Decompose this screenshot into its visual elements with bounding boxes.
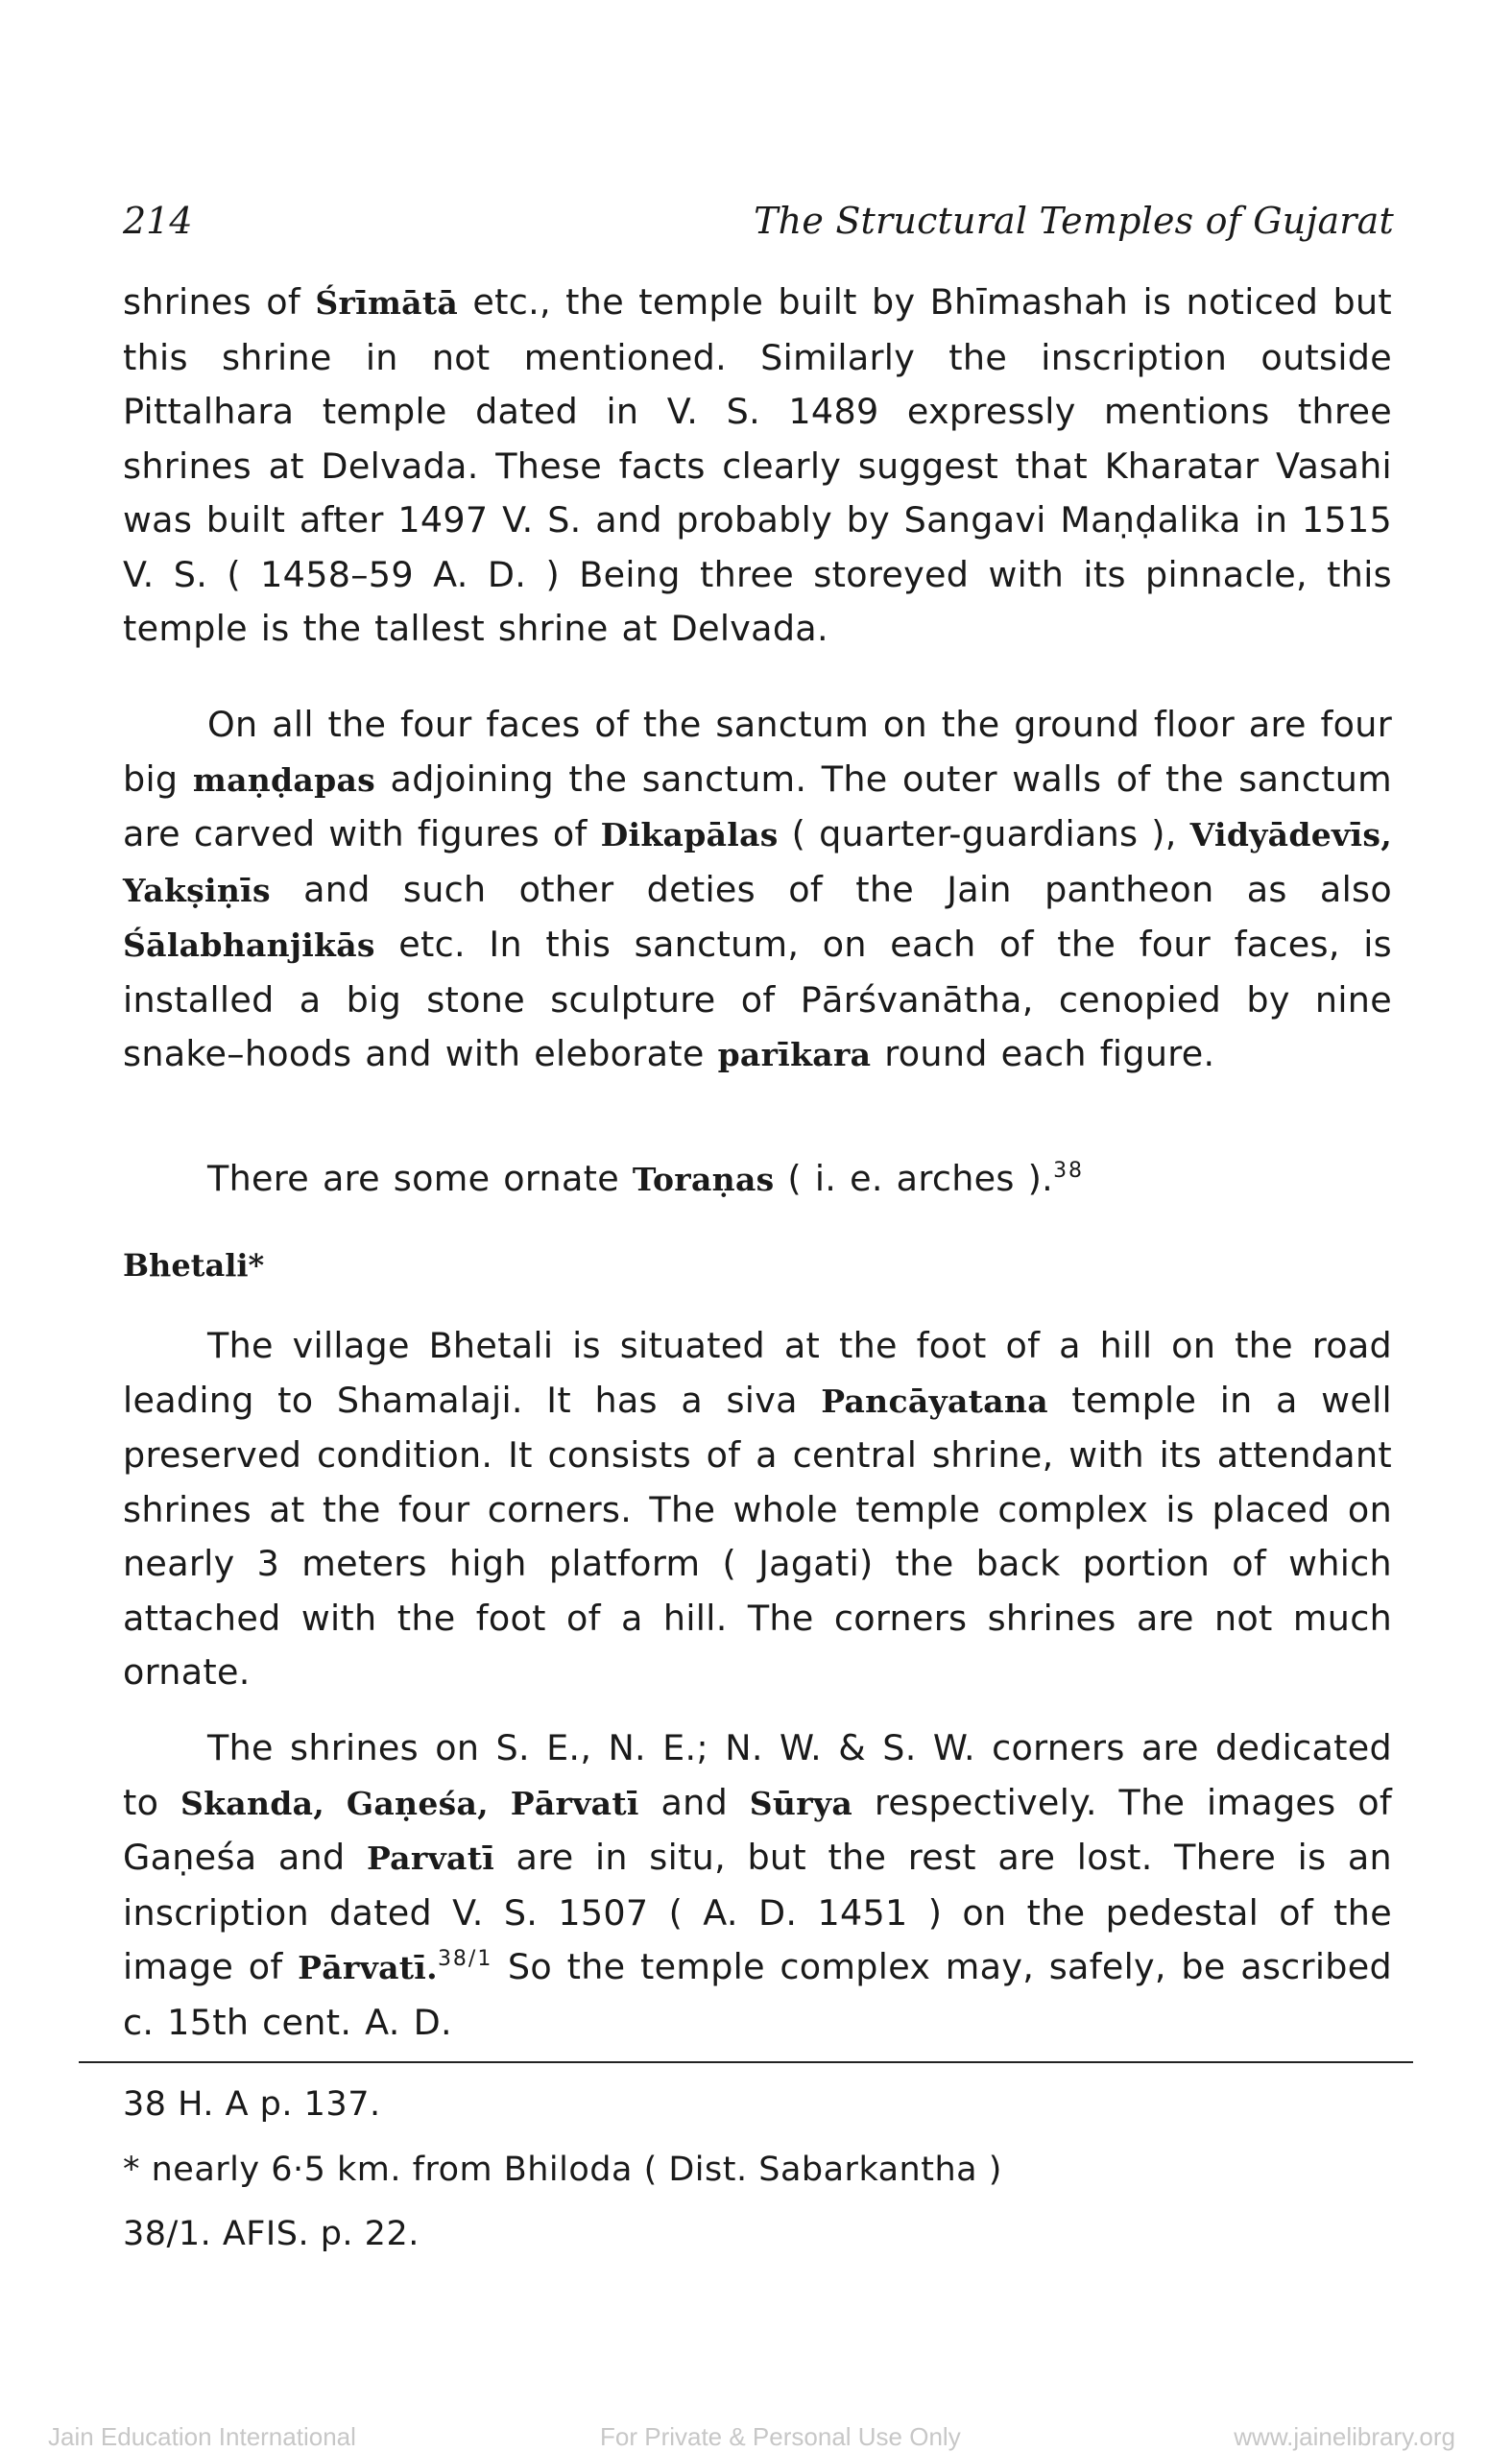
bold-term: Pārvatī. bbox=[298, 1949, 438, 1986]
paragraph-1 bbox=[123, 276, 1392, 657]
bold-term: Śālabhanjikās bbox=[123, 926, 375, 964]
paragraph-4 bbox=[123, 1319, 1392, 1700]
watermark-left: Jain Education International bbox=[48, 2422, 356, 2451]
footnote-ref-38: 38 bbox=[1053, 1159, 1085, 1183]
watermark-center: For Private & Personal Use Only bbox=[600, 2422, 961, 2451]
text-run: adjoining the sanctum. The outer walls of the sanctum are carved with figures of bbox=[123, 757, 1392, 854]
bold-term: Śrīmātā bbox=[315, 284, 459, 322]
footnote-ref-38-1: 38/1 bbox=[437, 1947, 493, 1971]
bold-term: Pārvatī bbox=[510, 1784, 639, 1822]
page-number: 214 bbox=[123, 200, 193, 242]
bold-term: Toraṇas bbox=[632, 1161, 775, 1198]
text-run: are in situ, but the rest are lost. There is an inscription dated V. S. 1507 ( A. D. 1451 ) on the pedestal of the image of bbox=[123, 1837, 1392, 1987]
text-run: On all the four faces of the sanctum on the ground floor are four big bbox=[123, 704, 1392, 800]
bold-term: Vidyādevīs, Yakṣiṇīs bbox=[123, 816, 1392, 909]
paragraph-3 bbox=[123, 1152, 1392, 1208]
paragraph-5 bbox=[123, 1721, 1392, 2050]
text-run: ( i. e. arches ). bbox=[774, 1158, 1054, 1199]
bold-term: parīkara bbox=[717, 1036, 872, 1073]
text-run: The shrines on S. E., N. E.; N. W. & S. W. corners are dedicated to bbox=[123, 1727, 1392, 1823]
bold-term: Pancāyatana bbox=[821, 1382, 1048, 1420]
watermark-right: www.jainelibrary.org bbox=[1234, 2422, 1455, 2451]
text-run bbox=[489, 1782, 511, 1823]
footnote-38: 38 H. A p. 137. bbox=[123, 2085, 381, 2124]
bold-term: Skanda, bbox=[180, 1784, 325, 1822]
footnote-asterisk: * nearly 6·5 km. from Bhiloda ( Dist. Sabarkantha ) bbox=[123, 2151, 1002, 2189]
section-heading: Bhetali* bbox=[123, 1247, 265, 1284]
text-run: respectively. The images of Gaṇeśa and bbox=[123, 1781, 1393, 1878]
text-run: shrines of bbox=[123, 281, 316, 323]
text-run: and such other deties of the Jain pantheon as also bbox=[270, 868, 1392, 910]
running-head: The Structural Temples of Gujarat bbox=[754, 200, 1394, 242]
text-run: round each figure. bbox=[871, 1033, 1215, 1074]
text-run: temple in a well preserved condition. It consists of a central shrine, with its attendant shrines at the four corners. The whole temple complex is placed on nearly 3 meters high platform ( Jagati) the back portion of which attached with the foot of a hill. The corners shrines are not much ornate. bbox=[123, 1379, 1392, 1693]
text-run: etc., the temple built by Bhīmashah is noticed but this shrine in not mentioned. Similarly the inscription outside Pittalhara temple dated in V. S. 1489 expressly mentions three shrines at Delvada. These facts clearly suggest that Kharatar Vasahi was built after 1497 V. S. and probably by Sangavi Maṇḍalika in 1515 V. S. ( 1458–59 A. D. ) Being three storeyed with its pinnacle, this temple is the tallest shrine at Delvada. bbox=[123, 281, 1392, 649]
footnote-divider bbox=[79, 2061, 1413, 2063]
bold-term: maṇḍapas bbox=[192, 760, 376, 799]
text-run: etc. In this sanctum, on each of the four faces, is installed a big stone sculpture of Pārśvanātha, cenopied by nine snake–hoods and with eleborate bbox=[123, 924, 1392, 1074]
text-run: and bbox=[638, 1781, 750, 1823]
bold-term: Parvatī bbox=[366, 1839, 495, 1877]
text-run: There are some ornate bbox=[207, 1158, 633, 1199]
bold-term: Sūrya bbox=[749, 1784, 853, 1822]
text-run: So the temple complex may, safely, be ascribed c. 15th cent. A. D. bbox=[123, 1946, 1392, 2043]
text-run: The village Bhetali is situated at the foot of a hill on the road leading to Shamalaji. It has a siva bbox=[123, 1325, 1392, 1421]
footnote-38-1: 38/1. AFIS. p. 22. bbox=[123, 2215, 420, 2253]
paragraph-2 bbox=[123, 698, 1392, 1083]
bold-term: Gaṇeśa, bbox=[346, 1784, 489, 1822]
text-run: ( quarter-guardians ), bbox=[778, 813, 1190, 854]
text-run bbox=[324, 1782, 347, 1823]
bold-term: Dikapālas bbox=[600, 816, 779, 853]
